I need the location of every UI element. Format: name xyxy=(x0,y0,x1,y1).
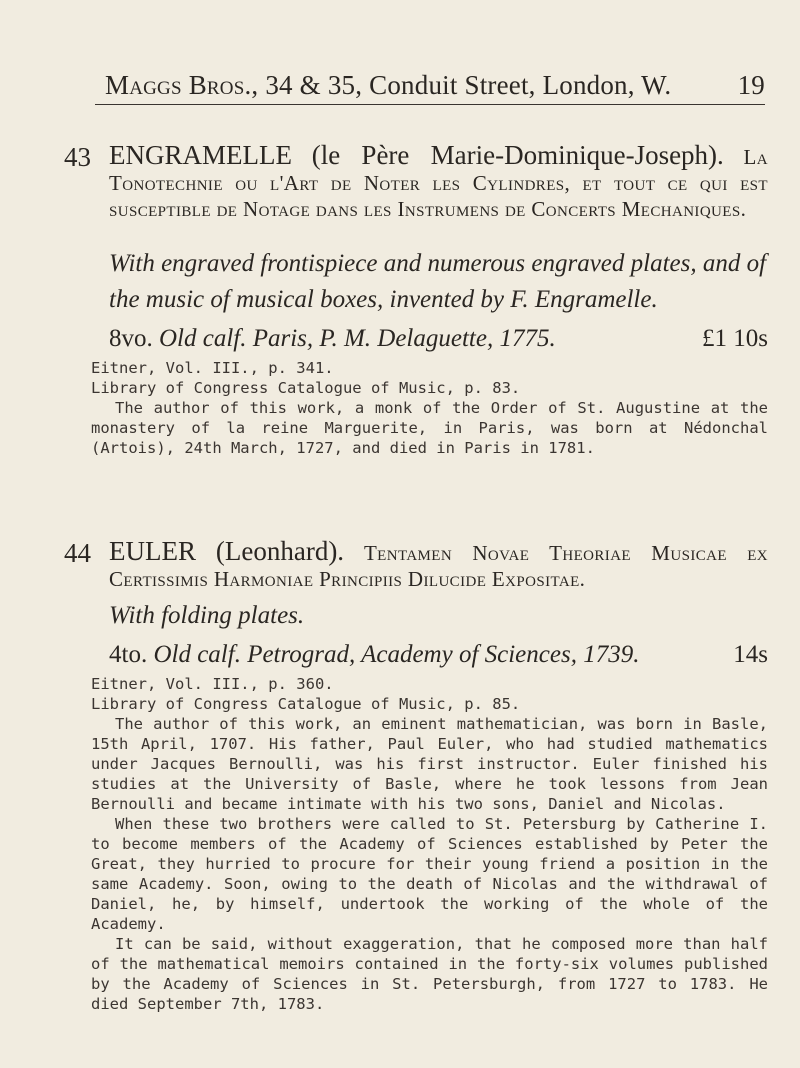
lot-number: 43 xyxy=(64,142,91,172)
header-rule xyxy=(95,104,765,105)
entry-description: With folding plates. xyxy=(109,602,305,629)
entry-body xyxy=(91,140,769,458)
header-address: 34 & 35, Conduit Street, London, W. xyxy=(265,70,672,100)
entry-price: 14s xyxy=(733,641,768,668)
note-paragraph: It can be said, without exaggeration, that he composed more than half of the mathematical memoirs contained in the forty-six volumes published by the Academy of Sciences in St. Petersburgh, from 1727 to 1783. He died September 7th, 1783. xyxy=(91,935,768,1013)
reference: Library of Congress Catalogue of Music, p. 85. xyxy=(91,695,521,713)
entry-title xyxy=(109,538,768,592)
reference: Eitner, Vol. III., p. 360. xyxy=(91,675,334,693)
note-paragraph: The author of this work, an eminent mathematician, was born in Basle, 15th April, 1707. His father, Paul Euler, who had studied mathematics under Jacques Bernoulli, was his first instructor. Euler finished his studies at the University of Basle, where he took lessons from Jean Bernoulli and became intimate with his two sons, Daniel and Nicolas. xyxy=(91,715,768,813)
entry-binding-imprint: Old calf. Petrograd, Academy of Sciences, 1739. xyxy=(153,641,640,668)
reference: Library of Congress Catalogue of Music, p. 83. xyxy=(91,379,521,397)
entry-description: With engraved frontispiece and numerous engraved plates, and of the music of musical boxes, invented by F. Engramelle. xyxy=(109,250,767,313)
entry-notes xyxy=(91,674,768,1014)
entry-book-title: La Tonotechnie ou l'Art de Noter les Cylindres, et tout ce qui est susceptible de Notage dans les Instrumens de Concerts Mechaniques. xyxy=(109,145,769,221)
entry-format-line xyxy=(109,322,768,356)
entry-author-detail: (le Père Marie-Dominique-Joseph). xyxy=(311,140,724,170)
note-paragraph: The author of this work, a monk of the Order of St. Augustine at the monastery of la reine Marguerite, in Paris, was born at Nédonchal (Artois), 24th March, 1727, and died in Paris in 1781. xyxy=(91,399,768,457)
entry-author: EULER xyxy=(109,536,196,566)
entry-price: £1 10s xyxy=(702,325,768,352)
entry-author: ENGRAMELLE xyxy=(109,140,292,170)
entry-book-title: Tentamen Novae Theoriae Musicae ex Certissimis Harmoniae Principiis Dilucide Expositae. xyxy=(109,541,768,591)
header-firm: Maggs Bros. xyxy=(105,70,252,100)
entry-body xyxy=(91,536,768,1014)
catalogue-entry xyxy=(64,142,768,458)
entry-notes xyxy=(91,358,768,458)
entry-format: 8vo. xyxy=(109,325,153,352)
entry-author-detail: (Leonhard). xyxy=(215,536,345,566)
page-number: 19 xyxy=(737,70,765,100)
catalogue-entry xyxy=(64,538,768,1014)
header-address-line: Maggs Bros., 34 & 35, Conduit Street, London, W. xyxy=(105,70,672,100)
lot-number: 44 xyxy=(64,538,91,568)
entry-title xyxy=(109,142,768,222)
running-header xyxy=(105,70,765,101)
entry-format-line xyxy=(109,638,768,672)
reference: Eitner, Vol. III., p. 341. xyxy=(91,359,334,377)
note-paragraph: When these two brothers were called to St. Petersburg by Catherine I. to become members of the Academy of Sciences established by Peter the Great, they hurried to procure for their young friend a position in the same Academy. Soon, owing to the death of Nicolas and the withdrawal of Daniel, he, by himself, undertook the working of the whole of the Academy. xyxy=(91,815,768,933)
entry-binding-imprint: Old calf. Paris, P. M. Delaguette, 1775. xyxy=(159,325,556,352)
entry-format: 4to. xyxy=(109,641,148,668)
